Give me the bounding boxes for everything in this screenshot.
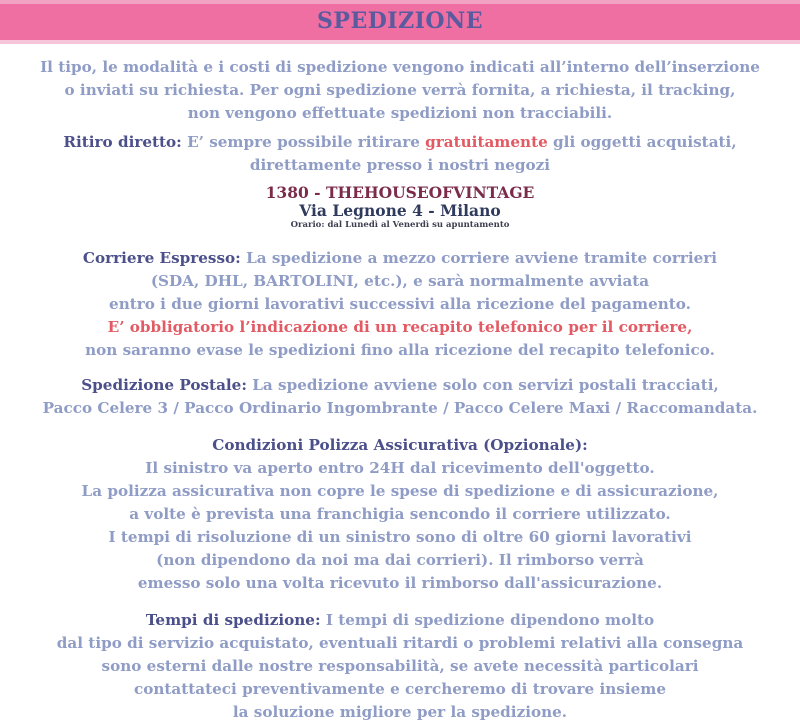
postale-label: Spedizione Postale: [81, 376, 247, 394]
polizza-line: I tempi di risoluzione di un sinistro sono di oltre 60 giorni lavorativi [108, 528, 692, 546]
shop-hours: Orario: dal Lunedì al Venerdì su apuntamento [290, 220, 510, 230]
tempi-line: dal tipo di servizio acquistato, eventuali ritardi o problemi relativi alla consegna [56, 634, 744, 652]
shipping-info [0, 56, 800, 724]
ritiro-label: Ritiro diretto: [63, 133, 182, 151]
tempi-label: Tempi di spedizione: [145, 611, 321, 629]
polizza-line: La polizza assicurativa non copre le spese di spedizione e di assicurazione, [81, 482, 719, 500]
corriere-text: La spedizione a mezzo corriere avviene tramite corrieri [240, 249, 718, 267]
polizza-line: a volte è prevista una franchigia sencondo il corriere utilizzato. [129, 505, 671, 523]
postale-line-2: Pacco Celere 3 / Pacco Ordinario Ingombrante / Pacco Celere Maxi / Raccomandata. [42, 399, 758, 417]
ritiro-line [0, 131, 800, 154]
corriere-line-2: (SDA, DHL, BARTOLINI, etc.), e sarà normalmente avviata [150, 272, 650, 290]
postale-line [0, 374, 800, 397]
polizza-title: Condizioni Polizza Assicurativa (Opzionale): [212, 436, 588, 454]
postale-text: La spedizione avviene solo con servizi postali tracciati, [246, 376, 719, 394]
ritiro-section [0, 131, 800, 177]
corriere-line-3: entro i due giorni lavorativi successivi alla ricezione del pagamento. [109, 295, 691, 313]
tempi-text: I tempi di spedizione dipendono molto [320, 611, 655, 629]
shop-address: Via Legnone 4 - Milano [299, 201, 501, 220]
tempi-line: sono esterni dalle nostre responsabilità, se avete necessità particolari [101, 657, 699, 675]
tempi-section [0, 609, 800, 724]
shop-name: 1380 - THEHOUSEOFVINTAGE [265, 183, 535, 202]
corriere-line-5: non saranno evase le spedizioni fino alla ricezione del recapito telefonico. [85, 341, 715, 359]
tempi-line: contattateci preventivamente e cercheremo di trovare insieme [133, 680, 667, 698]
intro-line: o inviati su richiesta. Per ogni spedizione verrà fornita, a richiesta, il tracking, [64, 81, 736, 99]
corriere-section [0, 247, 800, 362]
polizza-line: Il sinistro va aperto entro 24H dal ricevimento dell'oggetto. [145, 459, 655, 477]
shop-block [0, 183, 800, 231]
intro-line: Il tipo, le modalità e i costi di spedizione vengono indicati all’interno dell’inserzione [40, 58, 760, 76]
tempi-line: la soluzione migliore per la spedizione. [232, 703, 568, 721]
postale-section [0, 374, 800, 420]
polizza-section [0, 434, 800, 595]
ritiro-text: E’ sempre possibile ritirare [181, 133, 426, 151]
polizza-line: emesso solo una volta ricevuto il rimborso dall'assicurazione. [137, 574, 663, 592]
corriere-label: Corriere Espresso: [82, 249, 241, 267]
corriere-line [0, 247, 800, 270]
corriere-warning: E’ obbligatorio l’indicazione di un recapito telefonico per il corriere, [107, 318, 693, 336]
intro-paragraph [0, 56, 800, 125]
intro-line: non vengono effettuate spedizioni non tracciabili. [187, 104, 613, 122]
ritiro-line-2: direttamente presso i nostri negozi [249, 156, 551, 174]
ritiro-highlight: gratuitamente [425, 133, 548, 151]
ritiro-text-after: gli oggetti acquistati, [547, 133, 737, 151]
page-title: SPEDIZIONE [317, 8, 483, 34]
tempi-line [0, 609, 800, 632]
polizza-line: (non dipendono da noi ma dai corrieri). Il rimborso verrà [156, 551, 644, 569]
